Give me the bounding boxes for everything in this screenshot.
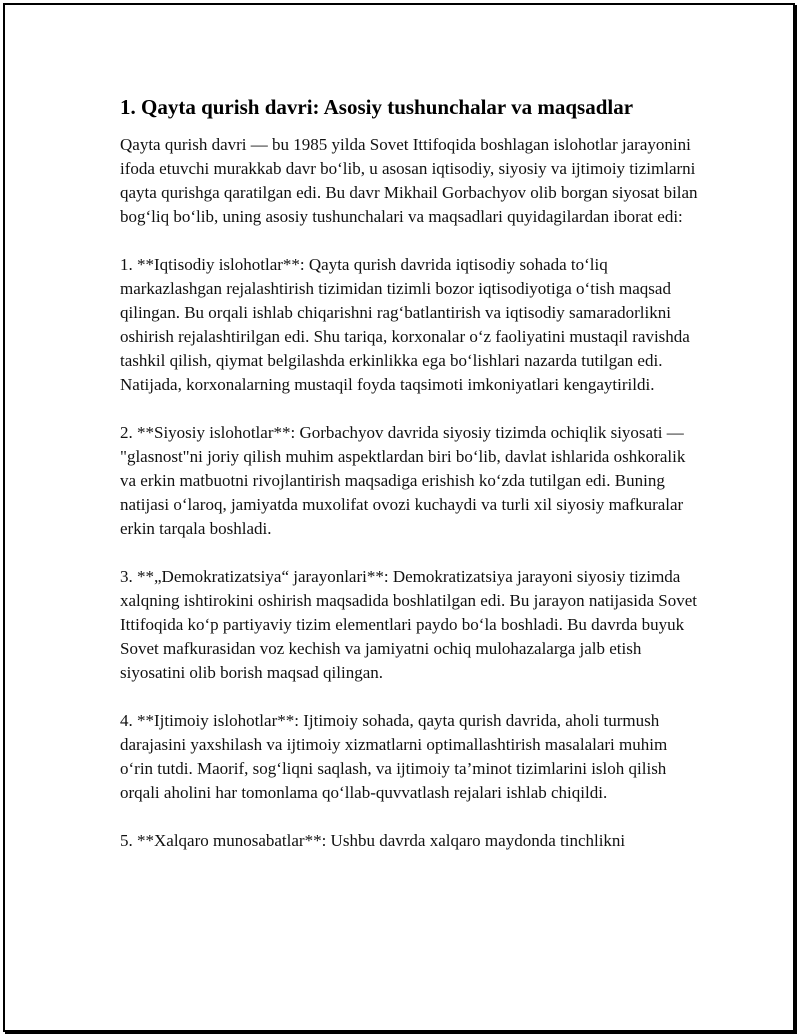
intro-paragraph: Qayta qurish davri — bu 1985 yilda Sovet Ittifoqida boshlagan islohotlar jarayonini ifoda etuvchi murakkab davr bo‘lib, u asosan iqtisodiy, siyosiy va ijtimoiy tizimlarni qayta qurishga qaratilgan edi. Bu davr Mikhail Gorbachyov olib borgan siyosat bilan bog‘liq bo‘lib, uning asosiy tushunchalari va maqsadlari quyidagilardan iborat edi: (120, 135, 698, 226)
document-body (120, 93, 700, 877)
document-page (3, 3, 795, 1032)
political-reforms-paragraph: 2. **Siyosiy islohotlar**: Gorbachyov davrida siyosiy tizimda ochiqlik siyosati — "glasnost"ni joriy qilish muhim aspektlardan biri bo‘lib, davlat ishlarida oshkoralik va erkin matbuotni rivojlantirish maqsadiga erishish ko‘zda tutilgan edi. Buning natijasi o‘laroq, jamiyatda muxolifat ovozi kuchaydi va turli xil siyosiy mafkuralar erkin tarqala boshladi. (120, 423, 686, 538)
democratization-paragraph: 3. **„Demokratizatsiya“ jarayonlari**: Demokratizatsiya jarayoni siyosiy tizimda xalqning ishtirokini oshirish maqsadida boshlatilgan edi. Bu jarayon natijasida Sovet Ittifoqida ko‘p partiyaviy tizim elementlari paydo bo‘la boshladi. Bu davrda buyuk Sovet mafkurasidan voz kechish va jamiyatni ochiq mulohazalarga jalb etish siyosatini olib borish maqsad qilingan. (120, 567, 697, 682)
international-relations-paragraph: 5. **Xalqaro munosabatlar**: Ushbu davrda xalqaro maydonda tinchlikni (120, 831, 626, 850)
section-heading: 1. Qayta qurish davri: Asosiy tushunchalar va maqsadlar (120, 95, 634, 119)
economic-reforms-paragraph: 1. **Iqtisodiy islohotlar**: Qayta qurish davrida iqtisodiy sohada to‘liq markazlashgan rejalashtirish tizimidan tizimli bozor iqtisodiyotiga o‘tish maqsad qilingan. Bu orqali ishlab chiqarishni rag‘batlantirish va iqtisodiy samaradorlikni oshirish rejalashtirilgan edi. Shu tariqa, korxonalar o‘z faoliyatini mustaqil ravishda tashkil qilish, qiymat belgilashda erkinlikka ega bo‘lishlari nazarda tutilgan edi. Natijada, korxonalarning mustaqil foyda taqsimoti imkoniyatlari kengaytirildi. (120, 255, 690, 394)
social-reforms-paragraph: 4. **Ijtimoiy islohotlar**: Ijtimoiy sohada, qayta qurish davrida, aholi turmush darajasini yaxshilash va ijtimoiy xizmatlarni optimallashtirish masalalari muhim o‘rin tutdi. Maorif, sog‘liqni saqlash, va ijtimoiy ta’minot tizimlarini isloh qilish orqali aholini har tomonlama qo‘llab-quvvatlash rejalari ishlab chiqildi. (120, 711, 668, 802)
